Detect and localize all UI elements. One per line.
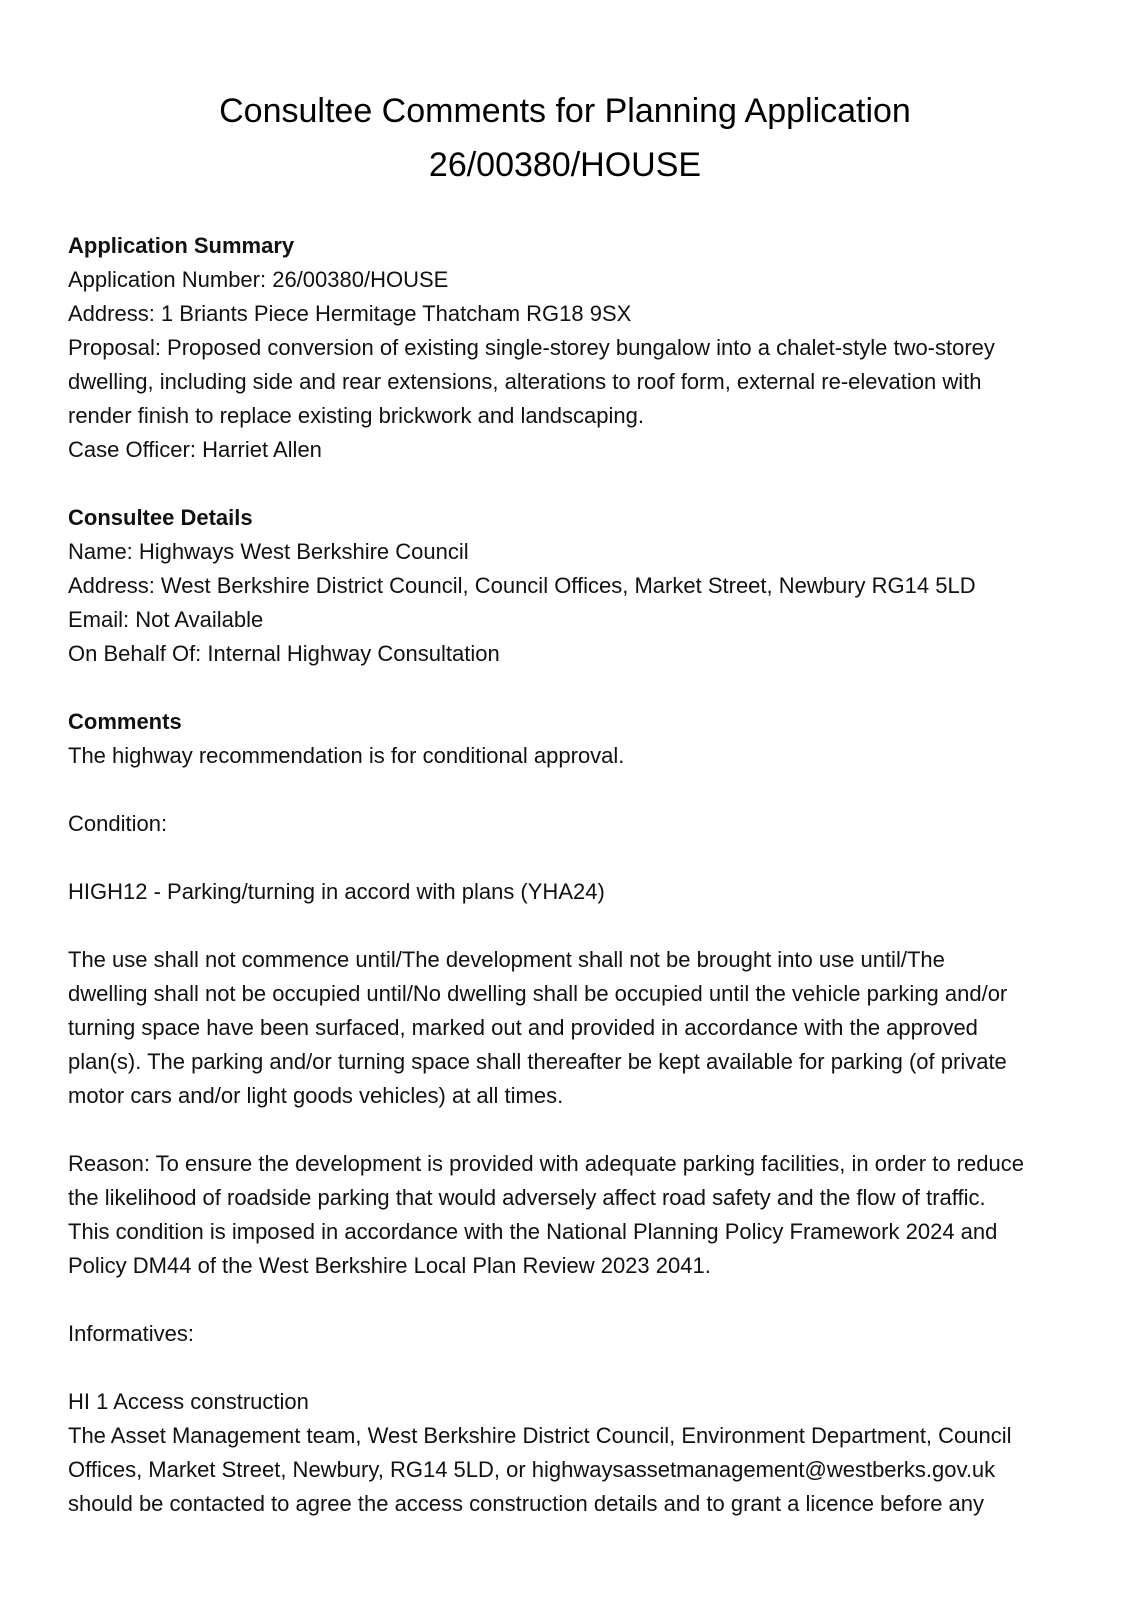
spacer: [68, 841, 1068, 875]
reason-text-line: Policy DM44 of the West Berkshire Local Plan Review 2023 2041.: [68, 1253, 711, 1278]
case-officer: Case Officer: Harriet Allen: [68, 437, 322, 462]
informative-text-line: Offices, Market Street, Newbury, RG14 5LD, or highwaysassetmanagement@westberks.gov.uk: [68, 1457, 996, 1482]
comments-section: [68, 705, 1068, 1521]
consultee-email: Email: Not Available: [68, 607, 264, 632]
proposal-line: render finish to replace existing brickwork and landscaping.: [68, 403, 644, 428]
condition-text-line: dwelling shall not be occupied until/No dwelling shall be occupied until the vehicle parking and/or: [68, 981, 1008, 1006]
spacer: [68, 1351, 1068, 1385]
spacer: [68, 1113, 1068, 1147]
consultee-on-behalf-of: On Behalf Of: Internal Highway Consultation: [68, 641, 500, 666]
spacer: [68, 773, 1068, 807]
condition-text-line: The use shall not commence until/The development shall not be brought into use until/The: [68, 947, 945, 972]
proposal-line: dwelling, including side and rear extensions, alterations to roof form, external re-elevation with: [68, 369, 982, 394]
document-body: [68, 229, 1068, 1521]
application-number: Application Number: 26/00380/HOUSE: [68, 267, 449, 292]
page-title: [0, 84, 1130, 192]
spacer: [68, 909, 1068, 943]
informatives-label: Informatives:: [68, 1321, 194, 1346]
title-line-2: 26/00380/HOUSE: [428, 146, 702, 184]
consultee-address: Address: West Berkshire District Council, Council Offices, Market Street, Newbury RG14 5LD: [68, 573, 976, 598]
condition-title: HIGH12 - Parking/turning in accord with plans (YHA24): [68, 879, 605, 904]
reason-text-line: the likelihood of roadside parking that would adversely affect road safety and the flow of traffic.: [68, 1185, 986, 1210]
condition-text-line: motor cars and/or light goods vehicles) at all times.: [68, 1083, 564, 1108]
spacer: [68, 1283, 1068, 1317]
condition-label: Condition:: [68, 811, 168, 836]
informative-text-line: The Asset Management team, West Berkshire District Council, Environment Department, Council: [68, 1423, 1012, 1448]
spacer: [68, 467, 1068, 501]
condition-text-line: plan(s). The parking and/or turning space shall thereafter be kept available for parking (of private: [68, 1049, 1007, 1074]
title-line-1: Consultee Comments for Planning Application: [219, 92, 911, 130]
application-address: Address: 1 Briants Piece Hermitage Thatcham RG18 9SX: [68, 301, 632, 326]
proposal-line: Proposal: Proposed conversion of existing single-storey bungalow into a chalet-style two-storey: [68, 335, 995, 360]
reason-text-line: This condition is imposed in accordance with the National Planning Policy Framework 2024 and: [68, 1219, 998, 1244]
informative-title: HI 1 Access construction: [68, 1389, 309, 1414]
reason-text-line: Reason: To ensure the development is provided with adequate parking facilities, in order to reduce: [68, 1151, 1024, 1176]
application-summary-section: [68, 229, 1068, 467]
consultee-details-heading: Consultee Details: [68, 505, 253, 530]
consultee-details-section: [68, 501, 1068, 671]
condition-text-line: turning space have been surfaced, marked out and provided in accordance with the approved: [68, 1015, 978, 1040]
application-summary-heading: Application Summary: [68, 233, 295, 258]
recommendation-text: The highway recommendation is for conditional approval.: [68, 743, 625, 768]
informative-text-line: should be contacted to agree the access construction details and to grant a licence before any: [68, 1491, 985, 1516]
consultee-name: Name: Highways West Berkshire Council: [68, 539, 469, 564]
comments-heading: Comments: [68, 709, 182, 734]
spacer: [68, 671, 1068, 705]
